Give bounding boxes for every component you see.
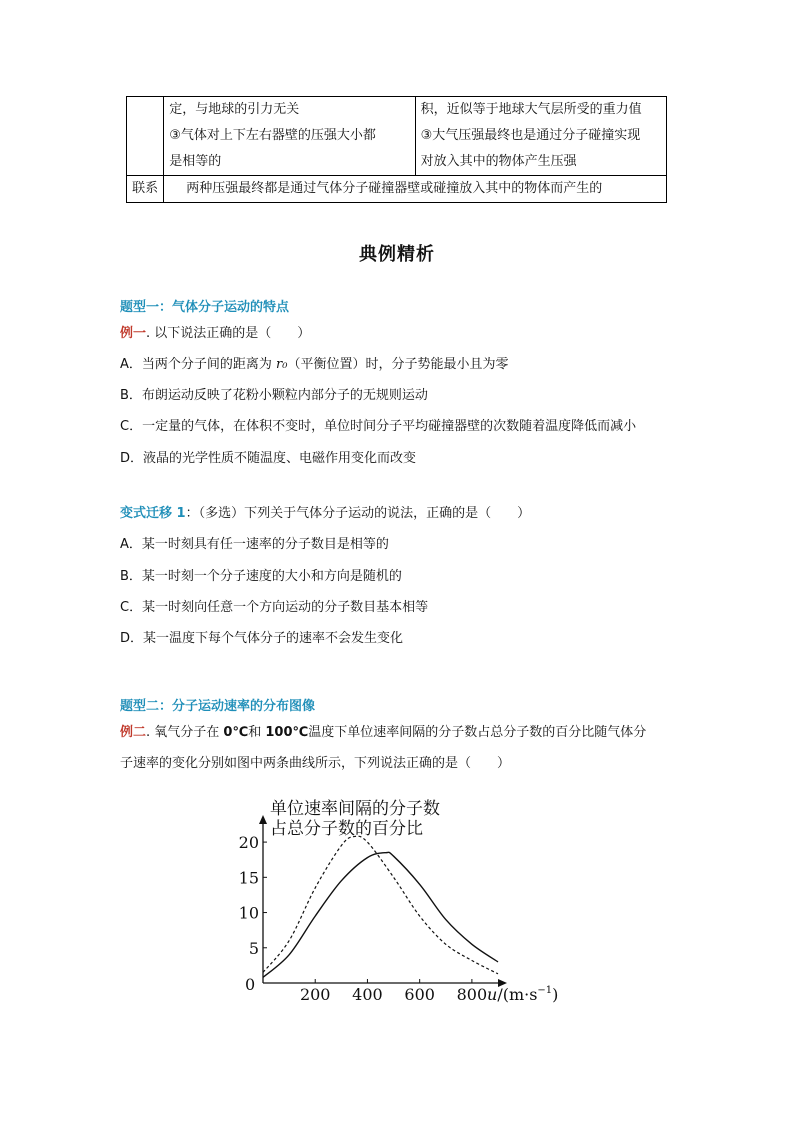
x-tick-label: 200 — [299, 985, 331, 1004]
example-label: 例一 — [120, 326, 147, 341]
option-letter: B． — [120, 388, 142, 403]
x-axis-unit: /(m·s — [497, 985, 538, 1004]
table-row — [127, 176, 667, 203]
table-row — [127, 97, 667, 176]
option-letter: A． — [120, 537, 142, 552]
option-c — [120, 415, 636, 434]
example-label: 例二 — [120, 725, 147, 740]
option-b — [120, 384, 428, 403]
variant-label: 变式迁移 1 — [120, 506, 186, 521]
y-axis-label-line1: 单位速率间隔的分子数 — [270, 799, 440, 819]
y-axis-label-line2: 占总分子数的百分比 — [270, 819, 423, 839]
y-tick-label: 5 — [248, 938, 259, 958]
y-tick-label: 20 — [238, 833, 259, 853]
y-axis-arrow — [259, 815, 267, 824]
option-letter: D． — [120, 451, 144, 466]
table-cell-relation: 两种压强最终都是通过气体分子碰撞器壁或碰撞放入其中的物体而产生的 — [164, 176, 667, 203]
example-2-question-line1 — [120, 721, 646, 740]
temperature-value: 100℃ — [265, 725, 309, 740]
x-axis-label — [487, 985, 558, 1004]
y-tick-label: 10 — [238, 903, 259, 923]
question-text: 温度下单位速率间隔的分子数占总分子数的百分比随气体分 — [308, 725, 647, 740]
option-text: （平衡位置）时，分子势能最小且为零 — [287, 357, 509, 372]
origin-label: 0 — [245, 975, 256, 994]
table-cell-line: 是相等的 — [169, 154, 222, 169]
option-a — [120, 353, 509, 372]
x-axis-close: ) — [552, 985, 559, 1004]
table-cell-line: 对放入其中的物体产生压强 — [420, 154, 577, 169]
x-tick-label: 800 — [456, 985, 488, 1004]
question-text: ：（多选）下列关于气体分子运动的说法，正确的是（ ） — [185, 506, 531, 521]
option-a — [120, 533, 389, 552]
option-text: 某一温度下每个气体分子的速率不会发生变化 — [143, 631, 404, 646]
x-tick-label: 600 — [404, 985, 435, 1004]
option-letter: C． — [120, 419, 143, 434]
x-tick-label: 400 — [352, 985, 383, 1004]
section-title-2: 题型二：分子运动速率的分布图像 — [120, 699, 316, 714]
option-letter: D． — [120, 631, 144, 646]
series-line-100c — [263, 852, 498, 977]
variant-1-question — [120, 502, 530, 521]
option-letter: C． — [120, 600, 143, 615]
option-d — [120, 627, 403, 646]
option-letter: B． — [120, 569, 142, 584]
option-text: 一定量的气体，在体积不变时，单位时间分子平均碰撞器壁的次数随着温度降低而减小 — [142, 419, 637, 434]
question-text: . 氧气分子在 — [146, 725, 224, 740]
table-cell-right — [415, 97, 666, 176]
table-cell-line: 积，近似等于地球大气层所受的重力值 — [420, 102, 642, 117]
example-2-question-line2: 子速率的变化分别如图中两条曲线所示，下列说法正确的是（ ） — [120, 756, 511, 771]
option-text: 某一时刻向任意一个方向运动的分子数目基本相等 — [142, 600, 429, 615]
option-d — [120, 447, 416, 466]
table-cell-line: ③大气压强最终也是通过分子碰撞实现 — [420, 128, 641, 143]
chart-axes — [259, 815, 507, 987]
temperature-value: 0℃ — [223, 725, 249, 740]
table-cell-left — [164, 97, 415, 176]
option-text: 液晶的光学性质不随温度、电磁作用变化而改变 — [143, 451, 417, 466]
option-c — [120, 596, 428, 615]
option-text: 当两个分子间的距离为 — [141, 357, 277, 372]
table-row-label: 联系 — [127, 176, 164, 203]
x-axis-exp: −1 — [537, 985, 553, 996]
question-text: . 以下说法正确的是（ ） — [146, 326, 311, 341]
table-cell-line: ③气体对上下左右器壁的压强大小都 — [169, 128, 376, 143]
example-1-question — [120, 322, 310, 341]
chart-curves — [263, 836, 498, 977]
option-text: 某一时刻具有任一速率的分子数目是相等的 — [141, 537, 389, 552]
table-row-label — [127, 97, 164, 176]
question-text: 和 — [248, 725, 266, 740]
table-cell-line: 定，与地球的引力无关 — [169, 102, 300, 117]
section-heading: 典例精析 — [359, 244, 435, 265]
option-text: 某一时刻一个分子速度的大小和方向是随机的 — [141, 569, 402, 584]
speed-distribution-chart — [236, 792, 576, 1014]
comparison-table — [126, 96, 667, 203]
section-title-1: 题型一：气体分子运动的特点 — [120, 300, 290, 315]
series-line-0c — [263, 836, 498, 974]
option-b — [120, 565, 402, 584]
y-tick-label: 15 — [238, 868, 259, 888]
option-text: 布朗运动反映了花粉小颗粒内部分子的无规则运动 — [141, 388, 428, 403]
option-letter: A． — [120, 357, 142, 372]
math-symbol: r₀ — [276, 357, 288, 372]
x-axis-var: u — [487, 985, 498, 1004]
